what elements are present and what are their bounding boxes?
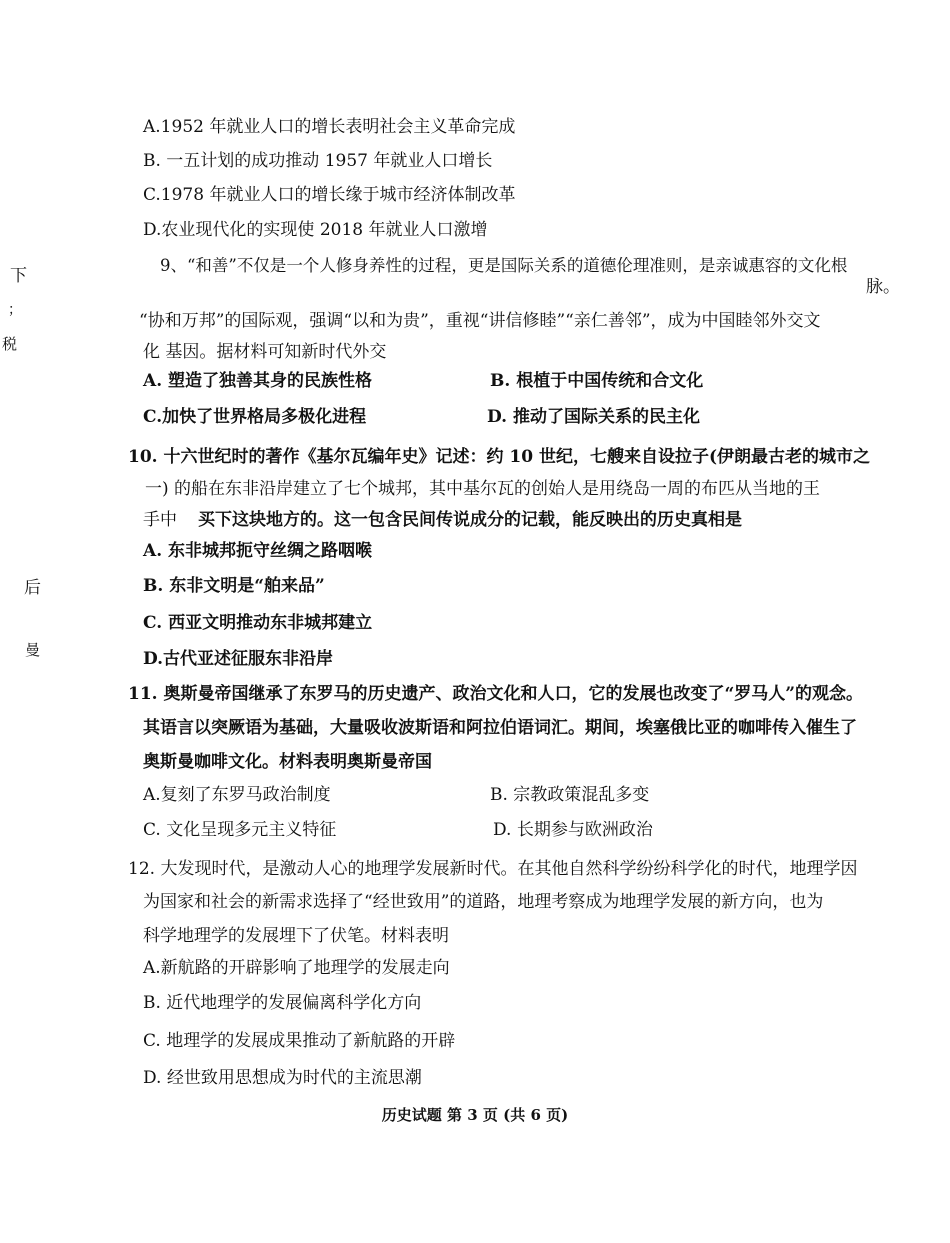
q10-stem-line2: 一) 的船在东非沿岸建立了七个城邦，其中基尔瓦的创始人是用绕岛一周的布匹从当地的王: [145, 479, 821, 499]
q11-stem-line3: 奥斯曼咖啡文化。材料表明奥斯曼帝国: [143, 752, 432, 772]
q9-option-c: C.加快了世界格局多极化进程: [143, 407, 367, 427]
q12-stem-line3: 科学地理学的发展埋下了伏笔。材料表明: [143, 926, 449, 946]
q12-stem-line2: 为国家和社会的新需求选择了“经世致用”的道路，地理考察成为地理学发展的新方向，也为: [143, 892, 824, 912]
margin-char-5: 曼: [25, 641, 41, 659]
q9-option-a: A. 塑造了独善其身的民族性格: [143, 371, 373, 391]
q12-option-c: C. 地理学的发展成果推动了新航路的开辟: [143, 1031, 456, 1051]
q11-stem-line2: 其语言以突厥语为基础，大量吸收波斯语和阿拉伯语词汇。期间，埃塞俄比亚的咖啡传入催生了: [143, 718, 857, 738]
q10-option-a: A. 东非城邦扼守丝绸之路咽喉: [143, 541, 373, 561]
q11-option-c: C. 文化呈现多元主义特征: [143, 820, 337, 840]
q10-stem-line1: 10. 十六世纪时的著作《基尔瓦编年史》记述：约 10 世纪，七艘来自设拉子(伊朗最古老的城市之: [128, 447, 871, 467]
q8-option-d: D.农业现代化的实现使 2018 年就业人口激增: [143, 220, 488, 240]
page-footer: 历史试题 第 3 页 (共 6 页): [381, 1106, 569, 1124]
q9-stem-wrap: 脉。: [866, 277, 900, 297]
q12-option-a: A.新航路的开辟影响了地理学的发展走向: [143, 958, 450, 978]
q10-stem-line3b: 买下这块地方的。这一包含民间传说成分的记载，能反映出的历史真相是: [198, 510, 742, 530]
q8-option-c: C.1978 年就业人口的增长缘于城市经济体制改革: [143, 185, 516, 205]
q9-stem-line1: 9、“和善”不仅是一个人修身养性的过程，更是国际关系的道德伦理准则，是亲诚惠容的文化根: [160, 256, 848, 275]
q11-stem-line1: 11. 奥斯曼帝国继承了东罗马的历史遗产、政治文化和人口，它的发展也改变了“罗马人”的观念。: [128, 684, 864, 704]
q9-stem-line3: 化 基因。据材料可知新时代外交: [143, 342, 387, 362]
margin-char-4: 后: [24, 578, 41, 598]
q12-option-b: B. 近代地理学的发展偏离科学化方向: [143, 993, 422, 1013]
margin-char-1: 下: [10, 266, 27, 286]
q11-option-b: B. 宗教政策混乱多变: [490, 785, 650, 805]
margin-char-2: ；: [8, 302, 22, 318]
q9-option-d: D. 推动了国际关系的民主化: [487, 407, 700, 427]
q9-stem-line2: “协和万邦”的国际观，强调“以和为贵”，重视“讲信修睦”“亲仁善邻”，成为中国睦邻外交文: [139, 311, 821, 331]
q12-option-d: D. 经世致用思想成为时代的主流思潮: [143, 1068, 422, 1088]
q10-option-b: B. 东非文明是“舶来品”: [143, 576, 325, 596]
q10-stem-line3a: 手中: [143, 510, 177, 530]
q10-option-c: C. 西亚文明推动东非城邦建立: [143, 613, 373, 633]
q12-stem-line1: 12. 大发现时代，是激动人心的地理学发展新时代。在其他自然科学纷纷科学化的时代，地理学因: [128, 859, 858, 879]
q9-option-b: B. 根植于中国传统和合文化: [490, 371, 704, 391]
q8-option-b: B. 一五计划的成功推动 1957 年就业人口增长: [143, 151, 493, 171]
q10-option-d: D.古代亚述征服东非沿岸: [143, 649, 334, 669]
q8-option-a: A.1952 年就业人口的增长表明社会主义革命完成: [143, 117, 516, 137]
margin-char-3: 税: [2, 335, 18, 353]
q11-option-a: A.复刻了东罗马政治制度: [143, 785, 331, 805]
q11-option-d: D. 长期参与欧洲政治: [493, 820, 653, 840]
